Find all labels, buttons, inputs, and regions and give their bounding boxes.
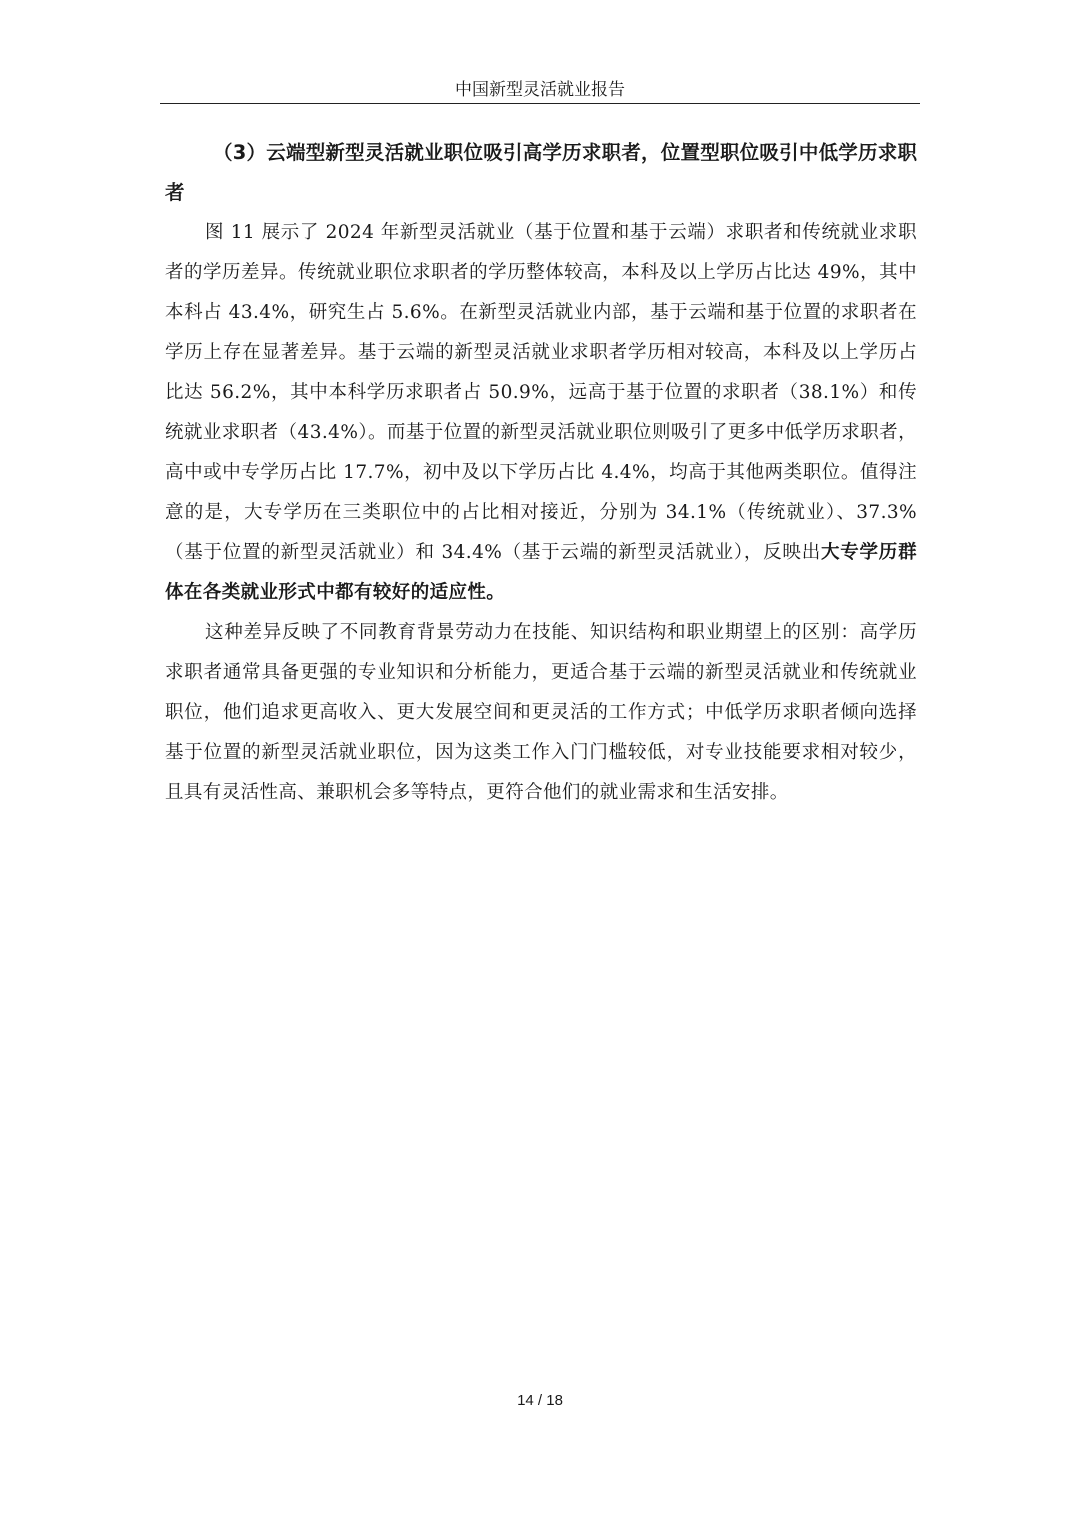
paragraph-text: 图 11 展示了 2024 年新型灵活就业（基于位置和基于云端）求职者和传统就业求职者的学历差异。传统就业职位求职者的学历整体较高，本科及以上学历占比达 49%，其中本科占 43.4%，研究生占 5.6%。在新型灵活就业内部，基于云端和基于位置的求职者在学历上存在显著差异。基于云端的新型灵活就业求职者学历相对较高，本科及以上学历占比达 56.2%，其中本科学历求职者占 50.9%，远高于基于位置的求职者（38.1%）和传统就业求职者（43.4%）。而基于位置的新型灵活就业职位则吸引了更多中低学历求职者，高中或中专学历占比 17.7%，初中及以下学历占比 4.4%，均高于其他两类职位。值得注意的是，大专学历在三类职位中的占比相对接近，分别为 34.1%（传统就业）、37.3%（基于位置的新型灵活就业）和 34.4%（基于云端的新型灵活就业），反映出 <box>165 222 917 563</box>
page-header-title: 中国新型灵活就业报告 <box>455 80 625 100</box>
section-heading: （3）云端型新型灵活就业职位吸引高学历求职者，位置型职位吸引中低学历求职者 <box>165 141 917 204</box>
paragraph-education-difference <box>165 213 917 613</box>
main-content <box>165 133 917 813</box>
paragraph-difference-reasons: 这种差异反映了不同教育背景劳动力在技能、知识结构和职业期望上的区别：高学历求职者通常具备更强的专业知识和分析能力，更适合基于云端的新型灵活就业和传统就业职位，他们追求更高收入、更大发展空间和更灵活的工作方式；中低学历求职者倾向选择基于位置的新型灵活就业职位，因为这类工作入门门槛较低，对专业技能要求相对较少，且具有灵活性高、兼职机会多等特点，更符合他们的就业需求和生活安排。 <box>165 622 917 803</box>
page-number: 14 / 18 <box>517 1392 563 1409</box>
paragraph-emphasis: 大专学历群体在各类就业形式中都有较好的适应性。 <box>165 542 917 603</box>
header-divider <box>160 103 920 104</box>
